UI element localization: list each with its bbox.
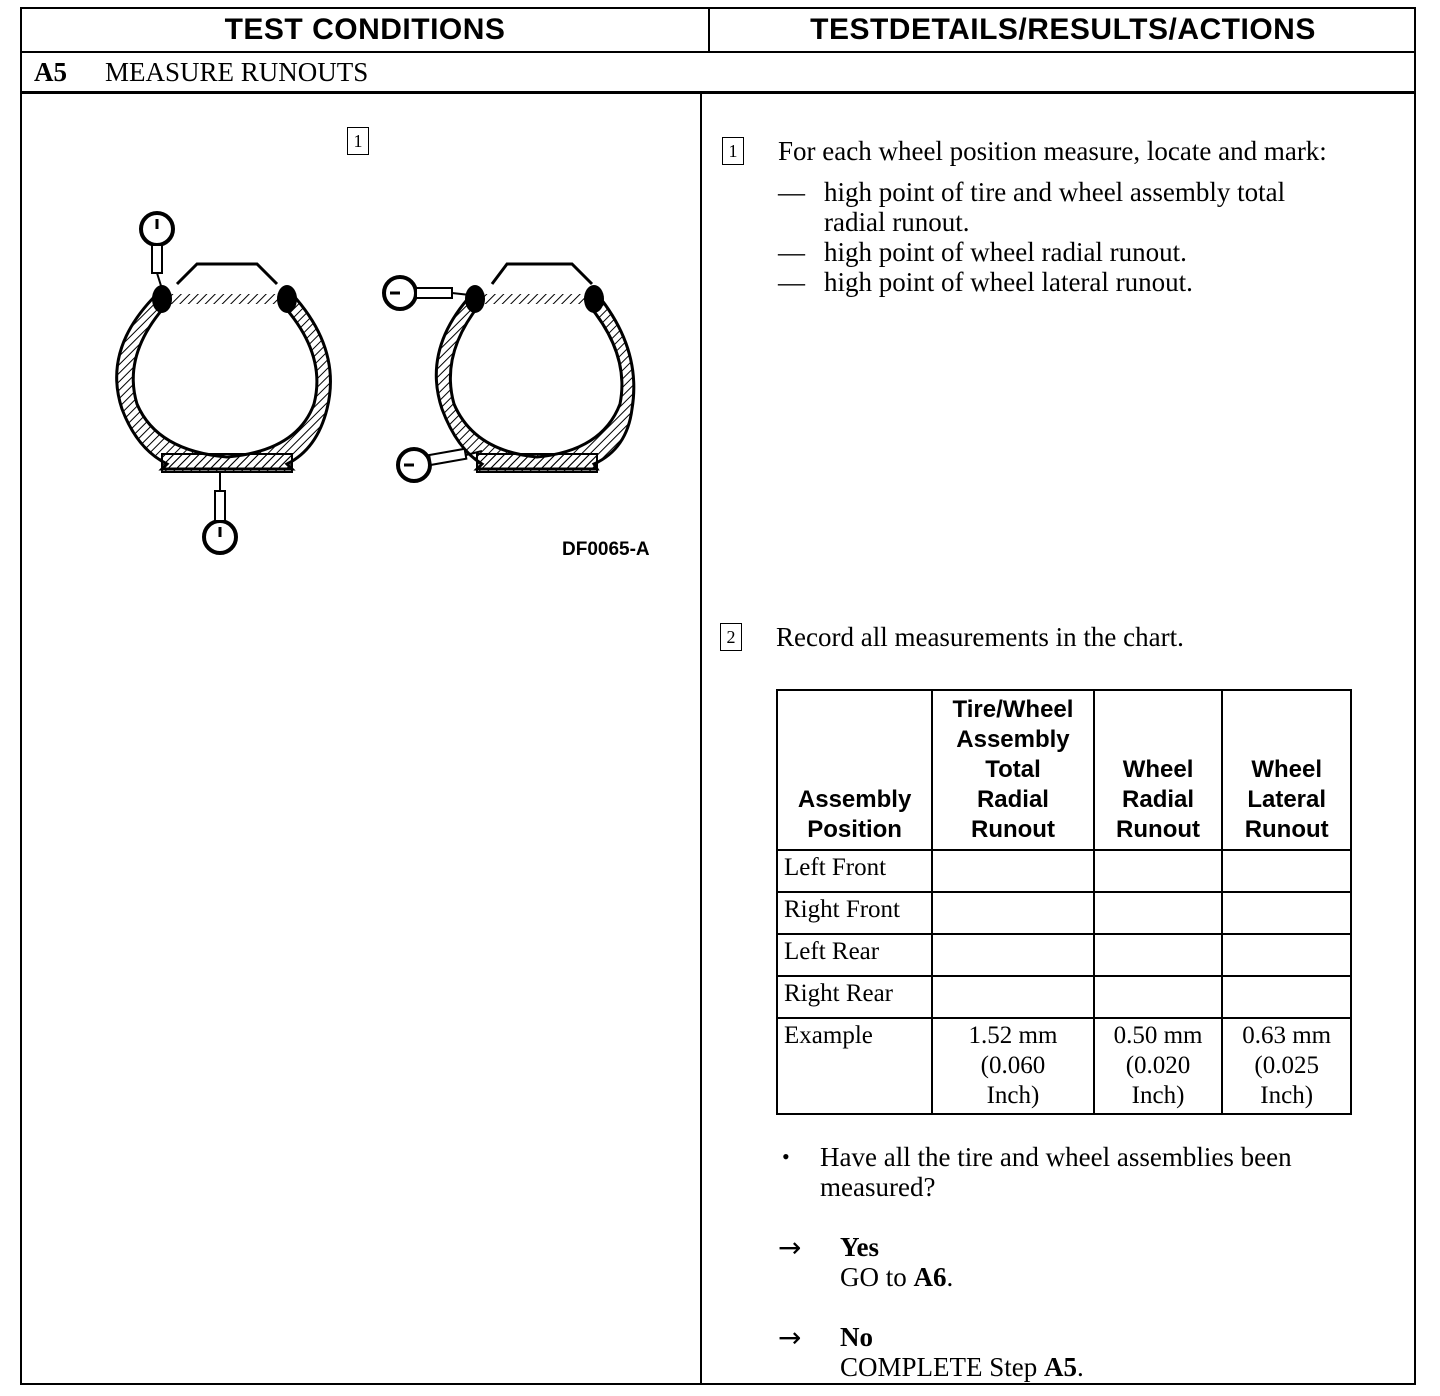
cell-position: Left Rear (777, 934, 932, 976)
table-row (777, 892, 1351, 934)
yes-label: Yes (840, 1232, 879, 1262)
question-line-2: measured? (820, 1172, 936, 1202)
cell-radial[interactable] (1094, 976, 1223, 1018)
step1-number: 1 (722, 137, 744, 165)
cell-total: 1.52 mm (0.060 Inch) (932, 1018, 1094, 1114)
no-action: COMPLETE Step A5. (840, 1352, 1084, 1382)
cell-radial[interactable] (1094, 850, 1223, 892)
cell-position: Right Front (777, 892, 932, 934)
header-test-conditions: TEST CONDITIONS (224, 13, 506, 46)
question-bullet: • (782, 1144, 790, 1169)
step1-item-2: high point of wheel radial runout. (824, 237, 1187, 267)
figure-code: DF0065-A (562, 539, 650, 560)
cell-position: Left Front (777, 850, 932, 892)
section-code: A5 (34, 56, 67, 87)
cell-total[interactable] (932, 976, 1094, 1018)
step1-item-1-cont: radial runout. (824, 207, 970, 237)
chart-header-wheel-lateral: Wheel Lateral Runout (1222, 690, 1351, 850)
yes-target-link[interactable]: A6 (913, 1262, 947, 1292)
section-title: MEASURE RUNOUTS (105, 56, 369, 87)
cell-lateral[interactable] (1222, 934, 1351, 976)
step1-dash-3: — (778, 267, 805, 297)
no-label: No (840, 1322, 873, 1352)
cell-lateral: 0.63 mm (0.025 Inch) (1222, 1018, 1351, 1114)
question-line-1: Have all the tire and wheel assemblies been (820, 1142, 1292, 1172)
chart-header-total-radial: Tire/Wheel Assembly Total Radial Runout (932, 690, 1094, 850)
runout-measurement-illustration (82, 189, 642, 569)
table-row-example (777, 1018, 1351, 1114)
radial-runout-assembly (117, 213, 331, 553)
cell-lateral[interactable] (1222, 892, 1351, 934)
header-test-details: TESTDETAILS/RESULTS/ACTIONS (810, 13, 1316, 46)
table-row (777, 976, 1351, 1018)
procedure-frame (20, 7, 1416, 1385)
yes-arrow-icon: → (778, 1231, 802, 1264)
no-arrow-icon: → (778, 1321, 802, 1354)
column-divider (700, 94, 702, 1385)
step1-item-1: high point of tire and wheel assembly total (824, 177, 1286, 207)
runout-chart (776, 689, 1352, 1115)
no-target-link[interactable]: A5 (1044, 1352, 1078, 1382)
cell-lateral[interactable] (1222, 976, 1351, 1018)
section-rule (22, 91, 1414, 94)
chart-header-position: Assembly Position (777, 690, 932, 850)
lateral-runout-assembly (384, 264, 634, 481)
cell-position: Example (777, 1018, 932, 1114)
step1-dash-2: — (778, 237, 805, 267)
cell-lateral[interactable] (1222, 850, 1351, 892)
chart-header-row (777, 690, 1351, 850)
step2-text: Record all measurements in the chart. (776, 622, 1184, 652)
cell-radial[interactable] (1094, 892, 1223, 934)
chart-header-wheel-radial: Wheel Radial Runout (1094, 690, 1223, 850)
table-row (777, 934, 1351, 976)
section-title-row (34, 53, 368, 91)
cell-total[interactable] (932, 934, 1094, 976)
cell-position: Right Rear (777, 976, 932, 1018)
step2-number: 2 (720, 623, 742, 651)
step1-item-3: high point of wheel lateral runout. (824, 267, 1193, 297)
yes-action: GO to A6. (840, 1262, 954, 1292)
cell-total[interactable] (932, 850, 1094, 892)
figure-step-number: 1 (347, 127, 369, 155)
step1-dash-1: — (778, 177, 805, 207)
table-row (777, 850, 1351, 892)
step1-text: For each wheel position measure, locate and mark: (778, 136, 1327, 166)
cell-total[interactable] (932, 892, 1094, 934)
cell-radial[interactable] (1094, 934, 1223, 976)
cell-radial: 0.50 mm (0.020 Inch) (1094, 1018, 1223, 1114)
